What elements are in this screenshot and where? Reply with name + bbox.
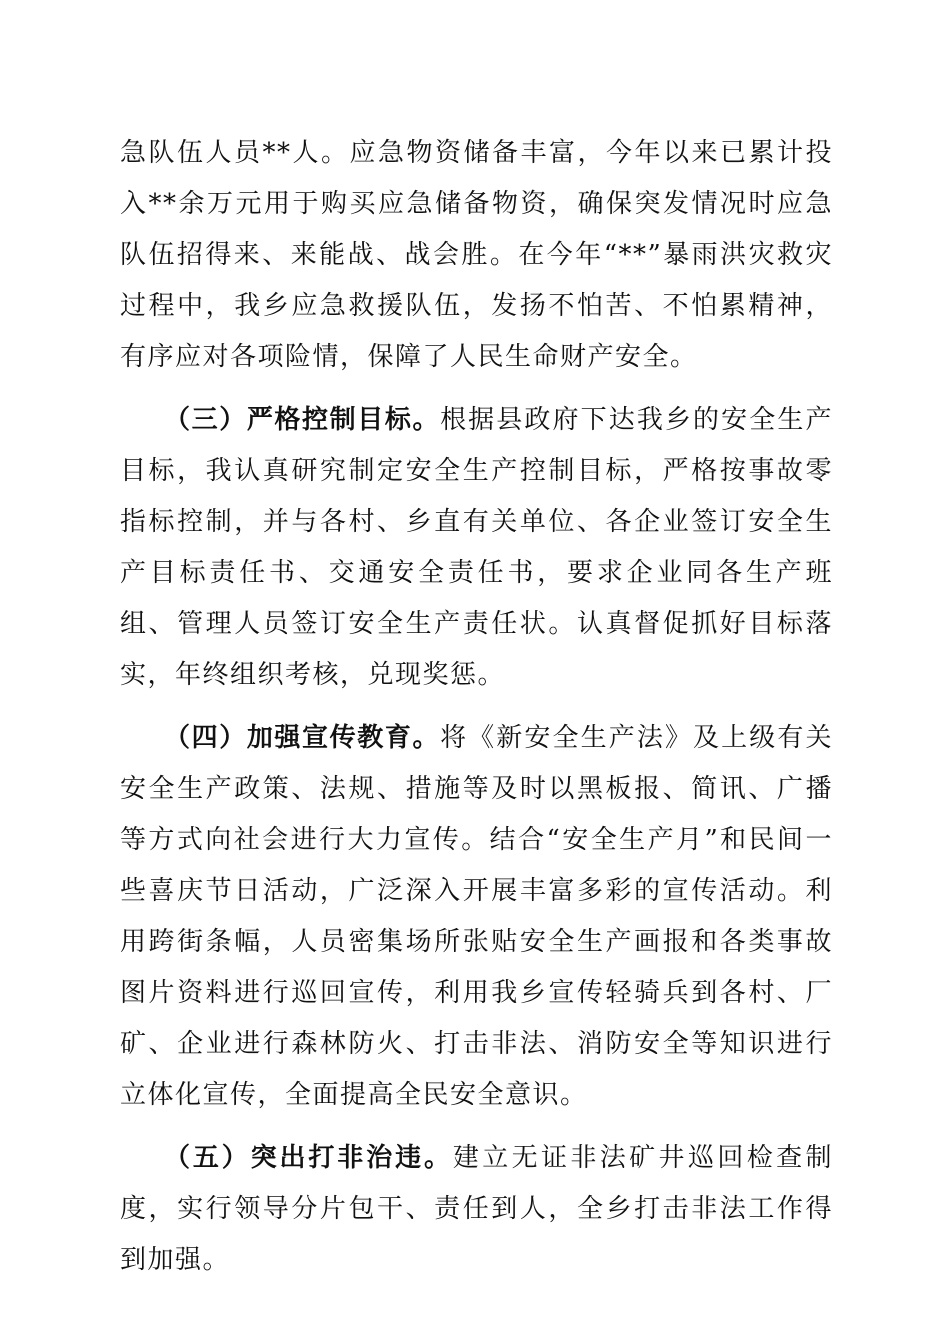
document-page xyxy=(120,128,833,1286)
paragraph-gap xyxy=(120,383,833,395)
paragraph-control-targets xyxy=(120,395,833,701)
paragraph-crackdown-illegal xyxy=(120,1133,833,1286)
paragraph-publicity-education xyxy=(120,713,833,1121)
paragraph-gap xyxy=(120,701,833,713)
paragraph-text: 急队伍人员**人。应急物资储备丰富，今年以来已累计投入**余万元用于购买应急储备物资，确保突发情况时应急队伍招得来、来能战、战会胜。在今年“**”暴雨洪灾救灾过程中，我乡应急救援队伍，发扬不怕苦、不怕累精神，有序应对各项险情，保障了人民生命财产安全。 xyxy=(120,138,833,372)
paragraph-text: 将《新安全生产法》及上级有关安全生产政策、法规、措施等及时以黑板报、简讯、广播等方式向社会进行大力宣传。结合“安全生产月”和民间一些喜庆节日活动，广泛深入开展丰富多彩的宣传活动。利用跨街条幅，人员密集场所张贴安全生产画报和各类事故图片资料进行巡回宣传，利用我乡宣传轻骑兵到各村、厂矿、企业进行森林防火、打击非法、消防安全等知识进行立体化宣传，全面提高全民安全意识。 xyxy=(120,723,833,1110)
paragraph-heading: （四）加强宣传教育。 xyxy=(164,723,441,753)
paragraph-emergency-team xyxy=(120,128,833,383)
paragraph-heading: （五）突出打非治违。 xyxy=(164,1143,453,1173)
paragraph-gap xyxy=(120,1121,833,1133)
paragraph-text: 根据县政府下达我乡的安全生产目标，我认真研究制定安全生产控制目标，严格按事故零指标控制，并与各村、乡直有关单位、各企业签订安全生产目标责任书、交通安全责任书，要求企业同各生产班组、管理人员签订安全生产责任状。认真督促抓好目标落实，年终组织考核，兑现奖惩。 xyxy=(120,405,833,690)
paragraph-heading: （三）严格控制目标。 xyxy=(164,405,441,435)
paragraph-text: 建立无证非法矿井巡回检查制度，实行领导分片包干、责任到人，全乡打击非法工作得到加强。 xyxy=(120,1143,833,1275)
